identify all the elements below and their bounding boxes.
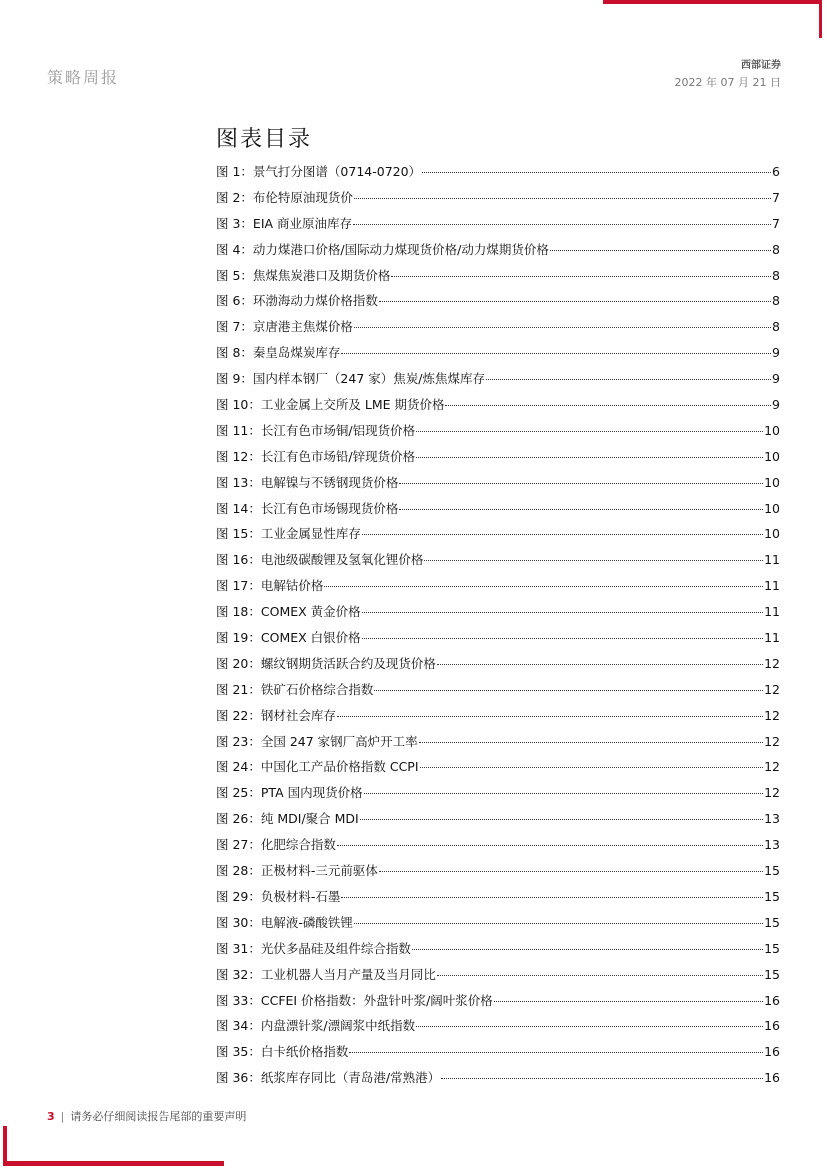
toc-entry[interactable] (216, 965, 780, 991)
toc-entry[interactable] (216, 499, 780, 525)
toc-leader-dots (360, 819, 763, 820)
toc-entry[interactable] (216, 576, 780, 602)
toc-entry-page: 15 (764, 914, 780, 930)
toc-entry-label: 图 26：纯 MDI/聚合 MDI (216, 811, 359, 827)
toc-leader-dots (422, 172, 771, 173)
corner-decoration-top (603, 0, 822, 38)
disclaimer-notice: 请务必仔细阅读报告尾部的重要声明 (70, 1110, 247, 1123)
toc-entry-page: 16 (764, 1018, 780, 1034)
toc-entry-label: 图 18：COMEX 黄金价格 (216, 604, 361, 620)
toc-entry[interactable] (216, 317, 780, 343)
toc-entry-label: 图 17：电解钴价格 (216, 578, 324, 594)
footer-separator: | (60, 1110, 65, 1123)
toc-entry-label: 图 29：负极材料-石墨 (216, 888, 341, 904)
toc-entry-label: 图 34：内盘漂针浆/漂阔浆中纸指数 (216, 1018, 416, 1034)
toc-entry[interactable] (216, 1016, 780, 1042)
toc-leader-dots (437, 975, 763, 976)
toc-entry-page: 11 (764, 630, 780, 646)
toc-entry-label: 图 7：京唐港主焦煤价格 (216, 319, 353, 335)
toc-entry-label: 图 28：正极材料-三元前驱体 (216, 863, 378, 879)
toc-entry-page: 12 (764, 655, 780, 671)
toc-entry-page: 12 (764, 759, 780, 775)
toc-leader-dots (441, 1078, 763, 1079)
toc-entry-label: 图 13：电解镍与不锈钢现货价格 (216, 474, 399, 490)
toc-entry-label: 图 31：光伏多晶硅及组件综合指数 (216, 940, 411, 956)
toc-entry-page: 11 (764, 578, 780, 594)
toc-entry[interactable] (216, 602, 780, 628)
toc-entry-label: 图 1：景气打分图谱（0714-0720） (216, 164, 422, 179)
toc-leader-dots (353, 224, 771, 225)
toc-entry[interactable] (216, 1068, 780, 1094)
toc-entry-page: 7 (772, 189, 780, 205)
toc-entry-page: 6 (772, 164, 780, 179)
toc-entry-label: 图 5：焦煤焦炭港口及期货价格 (216, 267, 391, 283)
toc-leader-dots (445, 405, 771, 406)
toc-entry[interactable] (216, 913, 780, 939)
toc-leader-dots (337, 716, 763, 717)
toc-entry-label: 图 11：长江有色市场铜/铝现货价格 (216, 422, 416, 438)
toc-entry-label: 图 35：白卡纸价格指数 (216, 1044, 349, 1060)
toc-entry[interactable] (216, 395, 780, 421)
toc-entry-page: 15 (764, 966, 780, 982)
toc-entry[interactable] (216, 343, 780, 369)
toc-entry[interactable] (216, 550, 780, 576)
toc-entry-label: 图 36：纸浆库存同比（青岛港/常熟港） (216, 1070, 441, 1086)
toc-entry-page: 10 (764, 474, 780, 490)
brand-name: 西部证券 (741, 60, 781, 71)
toc-entry-page: 13 (764, 837, 780, 853)
toc-entry-label: 图 33：CCFEI 价格指数：外盘针叶浆/阔叶浆价格 (216, 992, 493, 1008)
toc-entry-label: 图 10：工业金属上交所及 LME 期货价格 (216, 397, 445, 413)
toc-entry[interactable] (216, 266, 780, 292)
toc-leader-dots (424, 560, 763, 561)
toc-leader-dots (379, 301, 771, 302)
toc-entry-label: 图 9：国内样本钢厂（247 家）焦炭/炼焦煤库存 (216, 371, 485, 387)
toc-entry-page: 10 (764, 422, 780, 438)
toc-entry-page: 9 (772, 371, 780, 387)
toc-entry[interactable] (216, 524, 780, 550)
toc-leader-dots (324, 586, 763, 587)
toc-title: 图表目录 (216, 127, 313, 152)
toc-entry-label: 图 4：动力煤港口价格/国际动力煤现货价格/动力煤期货价格 (216, 241, 549, 257)
toc-entry-page: 15 (764, 940, 780, 956)
toc-leader-dots (416, 457, 763, 458)
toc-leader-dots (420, 767, 764, 768)
toc-entry-label: 图 24：中国化工产品价格指数 CCPI (216, 759, 419, 775)
toc-entry[interactable] (216, 240, 780, 266)
toc-entry-label: 图 2：布伦特原油现货价 (216, 189, 353, 205)
toc-leader-dots (354, 923, 763, 924)
toc-entry-page: 12 (764, 707, 780, 723)
toc-entry[interactable] (216, 291, 780, 317)
toc-leader-dots (412, 949, 763, 950)
toc-entry[interactable] (216, 1042, 780, 1068)
toc-entry[interactable] (216, 939, 780, 965)
toc-entry-page: 9 (772, 397, 780, 413)
toc-leader-dots (362, 638, 763, 639)
toc-entry[interactable] (216, 473, 780, 499)
toc-leader-dots (437, 664, 763, 665)
toc-entry-label: 图 15：工业金属显性库存 (216, 526, 361, 542)
toc-entry-label: 图 14：长江有色市场锡现货价格 (216, 500, 399, 516)
report-type-title: 策略周报 (47, 68, 120, 87)
toc-entry-label: 图 6：环渤海动力煤价格指数 (216, 293, 378, 309)
toc-leader-dots (341, 897, 763, 898)
toc-entry-label: 图 12：长江有色市场铅/锌现货价格 (216, 448, 416, 464)
toc-leader-dots (416, 431, 763, 432)
toc-entry-page: 16 (764, 1070, 780, 1086)
toc-entry-page: 9 (772, 345, 780, 361)
toc-entry-page: 8 (772, 293, 780, 309)
toc-leader-dots (399, 483, 763, 484)
toc-list (216, 162, 780, 1094)
toc-entry[interactable] (216, 654, 780, 680)
footer (47, 1108, 246, 1124)
toc-entry-label: 图 22：钢材社会库存 (216, 707, 336, 723)
toc-entry[interactable] (216, 421, 780, 447)
toc-leader-dots (399, 509, 763, 510)
toc-leader-dots (374, 690, 763, 691)
toc-entry-page: 7 (772, 215, 780, 231)
corner-decoration-bottom (3, 1126, 224, 1166)
toc-entry-page: 8 (772, 319, 780, 335)
toc-entry[interactable] (216, 680, 780, 706)
toc-leader-dots (494, 1001, 763, 1002)
toc-entry-label: 图 25：PTA 国内现货价格 (216, 785, 363, 801)
toc-entry-label: 图 3：EIA 商业原油库存 (216, 215, 353, 231)
toc-leader-dots (337, 845, 763, 846)
toc-entry-page: 8 (772, 241, 780, 257)
toc-leader-dots (486, 379, 771, 380)
toc-entry-label: 图 8：秦皇岛煤炭库存 (216, 345, 341, 361)
toc-entry[interactable] (216, 835, 780, 861)
toc-entry-page: 15 (764, 888, 780, 904)
toc-entry-page: 11 (764, 552, 780, 568)
toc-entry[interactable] (216, 809, 780, 835)
toc-entry[interactable] (216, 162, 780, 188)
page-number: 3 (47, 1110, 55, 1123)
toc-leader-dots (391, 276, 771, 277)
toc-entry-page: 12 (764, 681, 780, 697)
toc-entry[interactable] (216, 447, 780, 473)
toc-entry-label: 图 20：螺纹钢期货活跃合约及现货价格 (216, 655, 436, 671)
toc-leader-dots (379, 871, 763, 872)
toc-entry-label: 图 16：电池级碳酸锂及氢氧化锂价格 (216, 552, 424, 568)
toc-leader-dots (550, 250, 771, 251)
toc-entry[interactable] (216, 887, 780, 913)
toc-entry-page: 13 (764, 811, 780, 827)
toc-entry[interactable] (216, 991, 780, 1017)
toc-entry-page: 16 (764, 992, 780, 1008)
toc-entry[interactable] (216, 861, 780, 887)
toc-entry[interactable] (216, 628, 780, 654)
toc-entry[interactable] (216, 732, 780, 758)
toc-leader-dots (419, 742, 763, 743)
toc-entry-page: 10 (764, 448, 780, 464)
toc-entry-label: 图 32：工业机器人当月产量及当月同比 (216, 966, 436, 982)
toc-entry-page: 12 (764, 733, 780, 749)
toc-entry-page: 8 (772, 267, 780, 283)
toc-entry-label: 图 30：电解液-磷酸铁锂 (216, 914, 353, 930)
toc-entry-page: 16 (764, 1044, 780, 1060)
toc-entry-label: 图 23：全国 247 家钢厂高炉开工率 (216, 733, 418, 749)
toc-leader-dots (354, 198, 771, 199)
toc-entry-page: 12 (764, 785, 780, 801)
toc-leader-dots (354, 327, 771, 328)
toc-entry-label: 图 19：COMEX 白银价格 (216, 630, 361, 646)
toc-entry-page: 10 (764, 500, 780, 516)
toc-leader-dots (362, 534, 763, 535)
toc-leader-dots (349, 1052, 763, 1053)
toc-entry-page: 11 (764, 604, 780, 620)
toc-entry[interactable] (216, 369, 780, 395)
toc-entry[interactable] (216, 214, 780, 240)
header-right (675, 56, 781, 90)
toc-leader-dots (364, 793, 763, 794)
toc-entry[interactable] (216, 706, 780, 732)
toc-entry[interactable] (216, 757, 780, 783)
toc-leader-dots (416, 1026, 763, 1027)
toc-entry-label: 图 27：化肥综合指数 (216, 837, 336, 853)
toc-leader-dots (362, 612, 763, 613)
toc-entry[interactable] (216, 783, 780, 809)
toc-leader-dots (341, 353, 771, 354)
toc-entry-page: 10 (764, 526, 780, 542)
report-date: 2022 年 07 月 21 日 (674, 76, 781, 89)
toc-entry-label: 图 21：铁矿石价格综合指数 (216, 681, 374, 697)
toc-entry-page: 15 (764, 863, 780, 879)
toc-entry[interactable] (216, 188, 780, 214)
